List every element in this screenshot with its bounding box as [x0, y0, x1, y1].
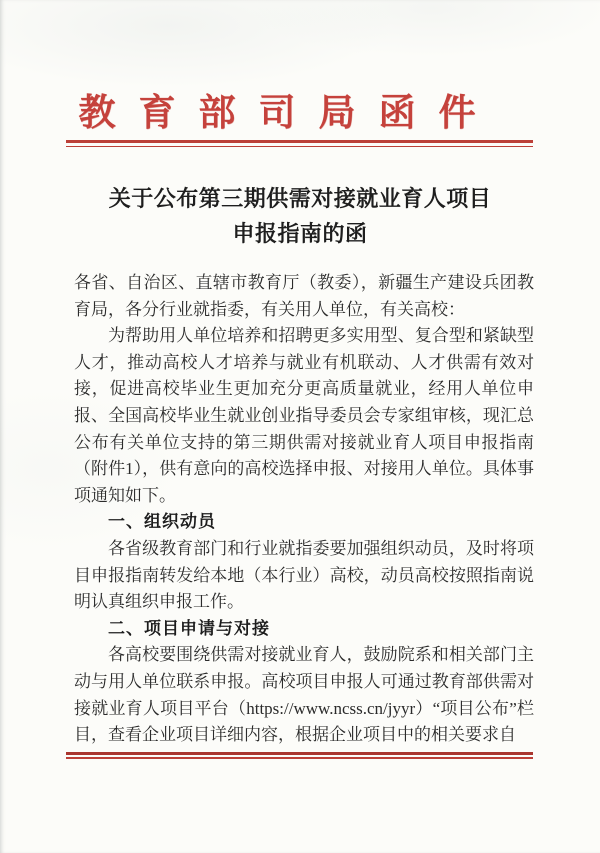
letter-body: [74, 270, 534, 749]
section2-heading: 二、项目申请与对接: [108, 618, 270, 638]
document-title-line2: 申报指南的函: [232, 221, 368, 246]
intro-paragraph: 为帮助用人单位培养和招聘更多实用型、复合型和紧缺型人才，推动高校人才培养与就业有机联动、人才供需有效对接，促进高校毕业生更加充分更高质量就业，经用人单位申报、全国高校毕业生就业创业指导委员会专家组审核，现汇总公布有关单位支持的第三期供需对接就业育人项目申报指南（附件1），供有意向的高校选择申报、对接用人单位。具体事项通知如下。: [74, 326, 534, 505]
footer-divider: [66, 752, 533, 759]
document-title: [0, 181, 600, 251]
section1-heading: 一、组织动员: [108, 512, 216, 532]
document-title-line1: 关于公布第三期供需对接就业育人项目: [108, 186, 492, 211]
section1-paragraph: 各省级教育部门和行业就指委要加强组织动员，及时将项目申报指南转发给本地（本行业）高校，动员高校按照指南说明认真组织申报工作。: [74, 538, 534, 612]
letterhead-divider: [66, 140, 533, 147]
salutation: 各省、自治区、直辖市教育厅（教委），新疆生产建设兵团教育局，各分行业就指委，有关用人单位，有关高校：: [74, 273, 534, 319]
letterhead-title: 教育部司局函件: [78, 93, 499, 134]
section2-paragraph: 各高校要围绕供需对接就业育人，鼓励院系和相关部门主动与用人单位联系申报。高校项目申报人可通过教育部供需对接就业育人项目平台（https://www.ncss.cn/jyyr）“项目公布”栏目，查看企业项目详细内容，根据企业项目中的相关要求自: [74, 645, 534, 745]
